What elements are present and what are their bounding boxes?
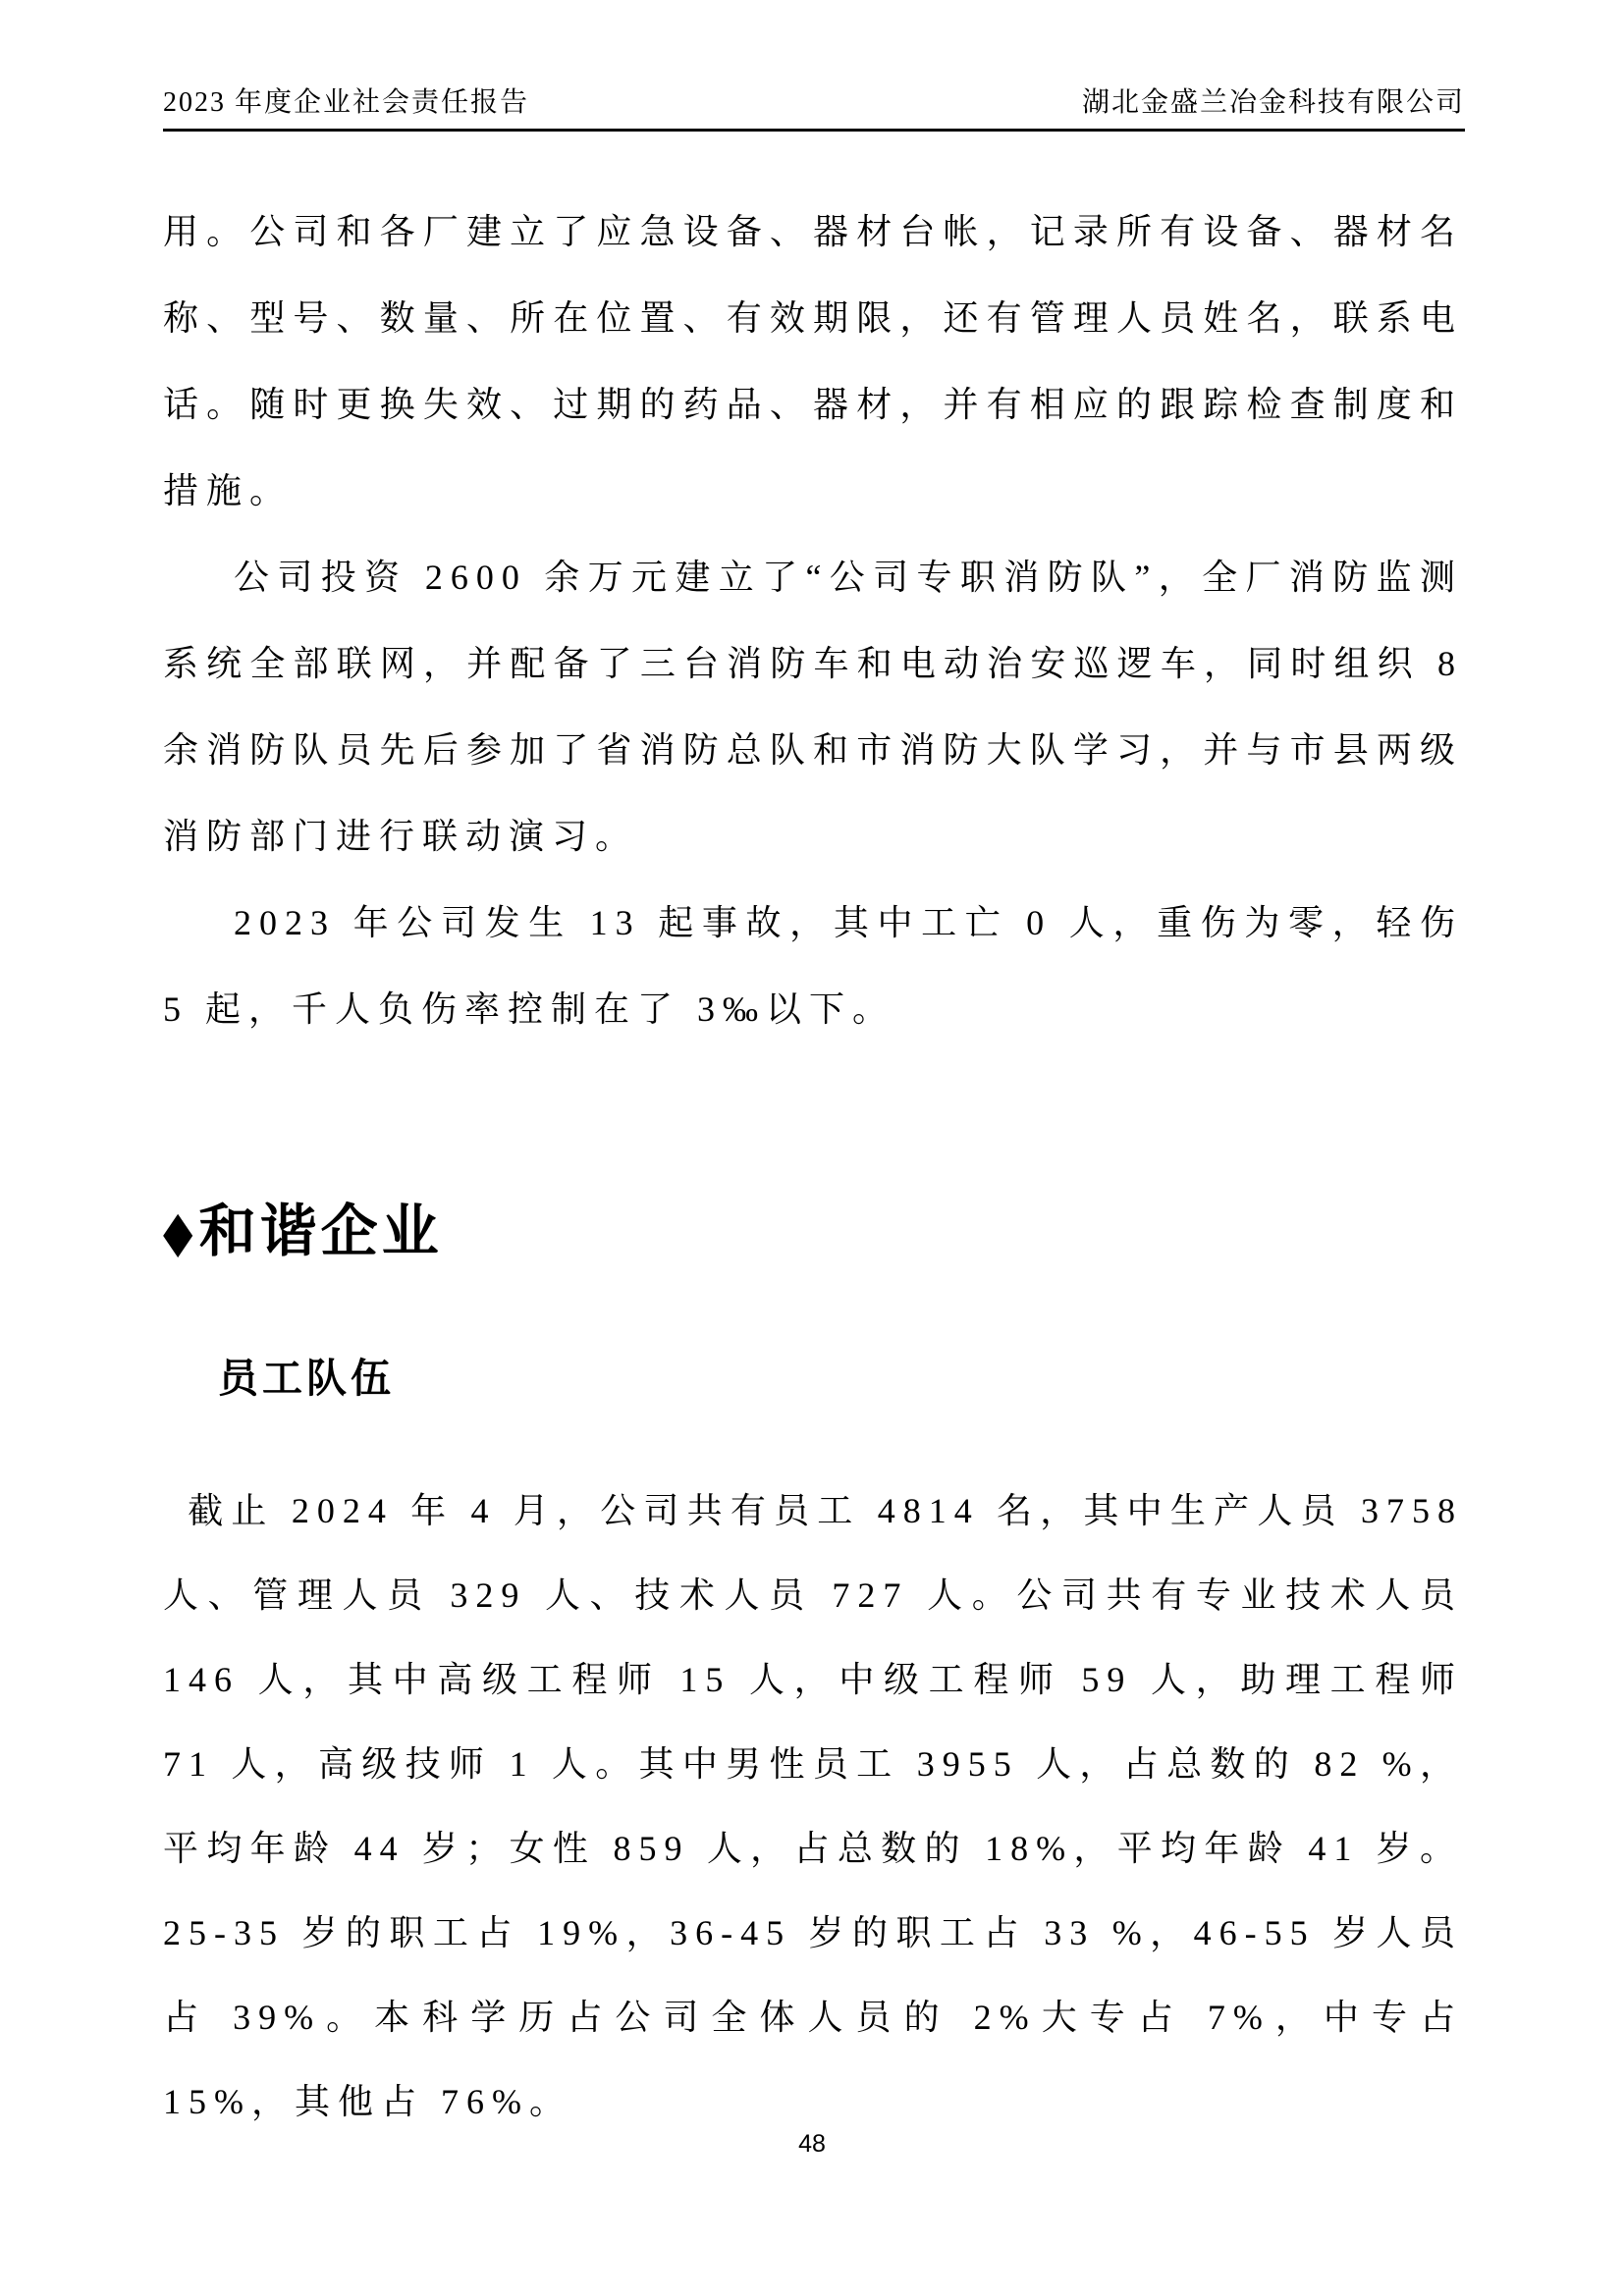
page-header bbox=[163, 80, 1465, 132]
section-heading-text: 和谐企业 bbox=[198, 1200, 443, 1263]
section-heading-harmonious-enterprise bbox=[163, 1195, 1463, 1268]
paragraph-emergency-equipment: 用。公司和各厂建立了应急设备、器材台帐，记录所有设备、器材名称、型号、数量、所在位置、有效期限，还有管理人员姓名，联系电话。随时更换失效、过期的药品、器材，并有相应的跟踪检查制度和措施。 bbox=[163, 212, 1463, 510]
diamond-bullet-icon: ◆ bbox=[163, 1200, 196, 1263]
header-company-name: 湖北金盛兰冶金科技有限公司 bbox=[1081, 87, 1465, 118]
paragraph-accident-stats: 2023 年公司发生 13 起事故，其中工亡 0 人，重伤为零，轻伤 5 起，千人负伤率控制在了 3‰以下。 bbox=[163, 903, 1463, 1029]
paragraph-fire-brigade: 公司投资 2600 余万元建立了“公司专职消防队”，全厂消防监测系统全部联网，并配备了三台消防车和电动治安巡逻车，同时组织 8 余消防队员先后参加了省消防总队和市消防大队学习，并与市县两级消防部门进行联动演习。 bbox=[163, 558, 1463, 856]
paragraph-employee-statistics: 截止 2024 年 4 月，公司共有员工 4814 名，其中生产人员 3758 人、管理人员 329 人、技术人员 727 人。公司共有专业技术人员 146 人，其中高级工程师 15 人，中级工程师 59 人，助理工程师 71 人，高级技师 1 人。其中男性员工 3955 人，占总数的 82 %，平均年龄 44 岁；女性 859 人，占总数的 18%，平均年龄 41 岁。25-35 岁的职工占 19%，36-45 岁的职工占 33 %，46-55 岁人员占 39%。本科学历占公司全体人员的 2%大专占 7%，中专占 15%，其他占 76%。 bbox=[163, 1491, 1463, 2121]
header-report-title: 2023 年度企业社会责任报告 bbox=[163, 87, 530, 118]
subsection-heading-employee-team: 员工队伍 bbox=[218, 1356, 395, 1401]
page-number: 48 bbox=[798, 2130, 826, 2158]
page-body bbox=[163, 188, 1463, 2144]
